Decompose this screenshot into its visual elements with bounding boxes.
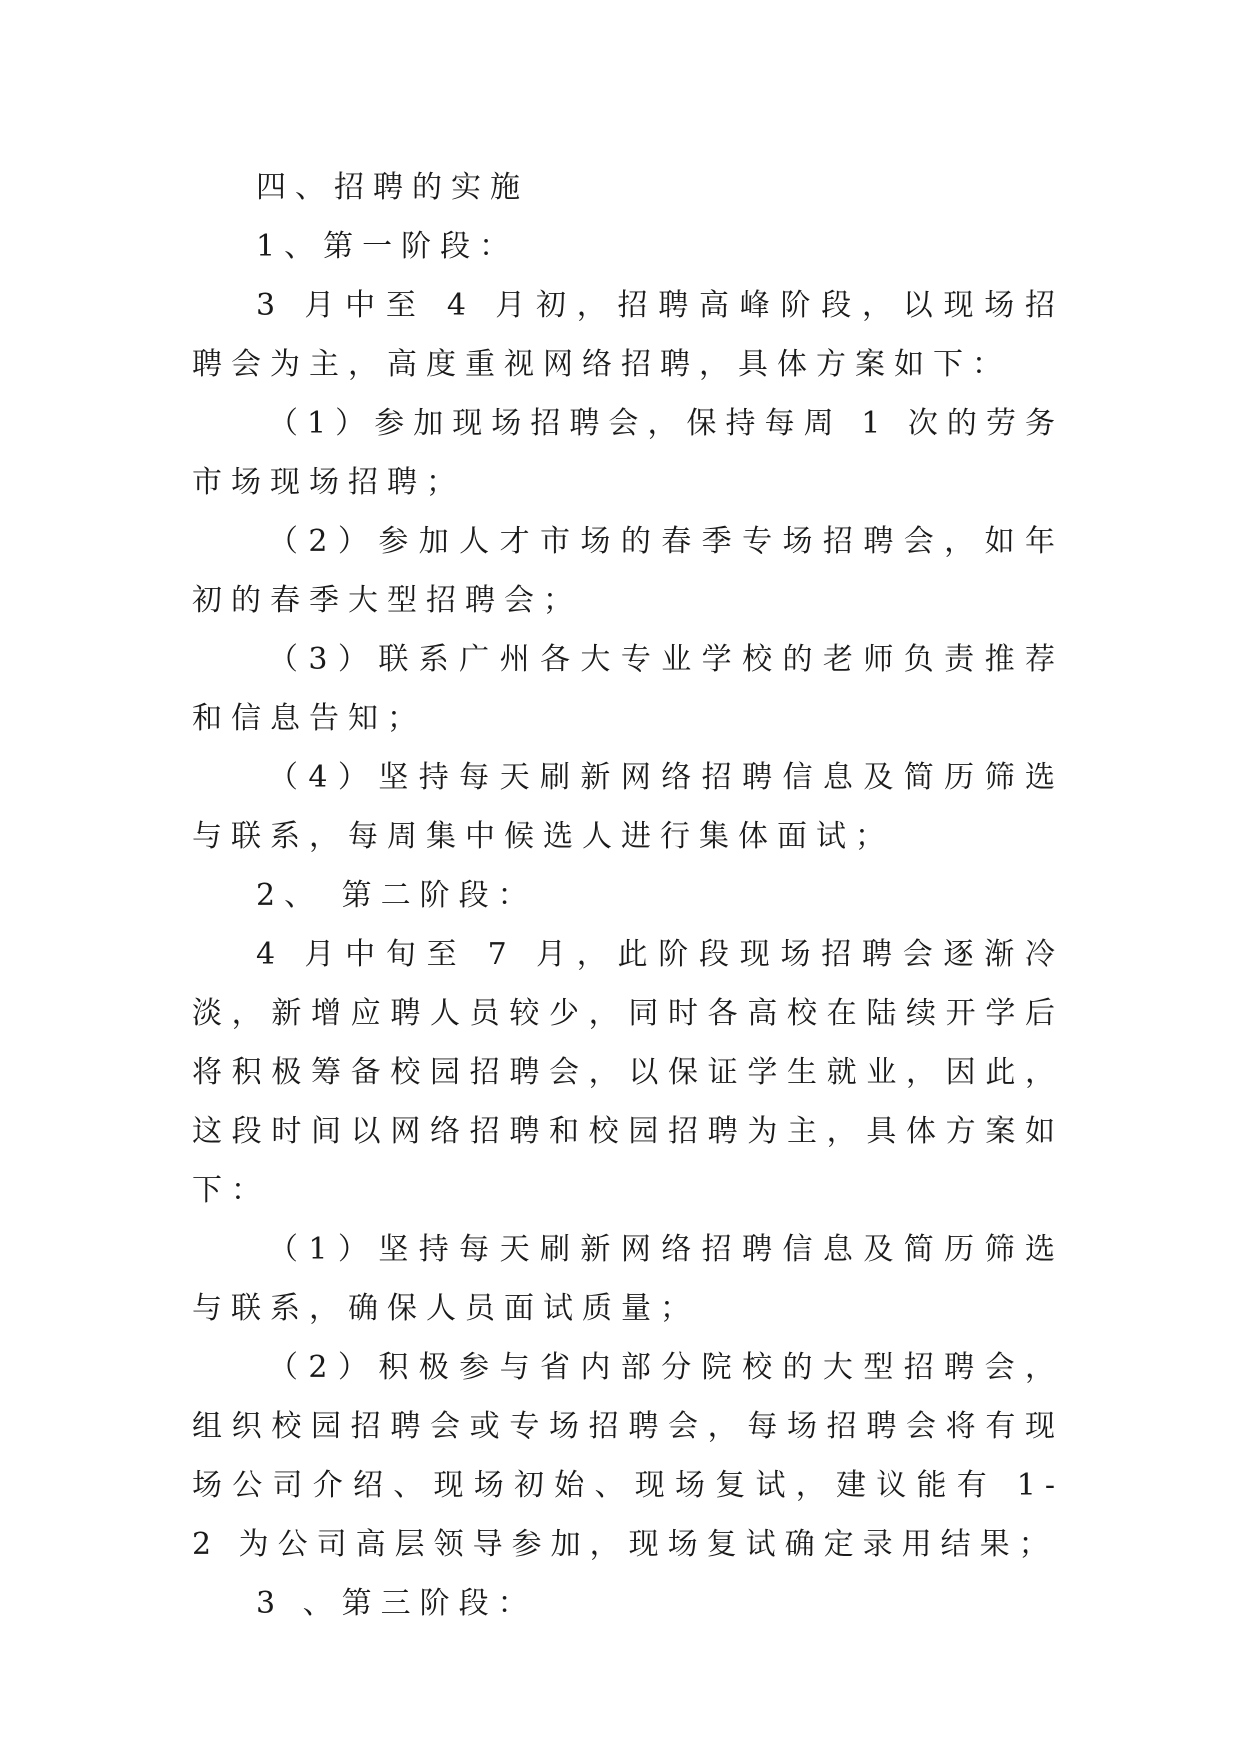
list-item: （1）坚持每天刷新网络招聘信息及简历筛选与联系，确保人员面试质量； [192,1232,1064,1326]
list-item: （3）联系广州各大专业学校的老师负责推荐和信息告知； [192,642,1064,736]
paragraph: 4 月中旬至 7 月，此阶段现场招聘会逐渐冷淡，新增应聘人员较少，同时各高校在陆续开学后将积极筹备校园招聘会，以保证学生就业，因此，这段时间以网络招聘和校园招聘为主，具体方案如下： [192,937,1064,1208]
section-heading: 四、招聘的实施 [256,170,529,205]
phase-heading: 1、第一阶段： [256,229,519,264]
list-item: （1）参加现场招聘会，保持每周 1 次的劳务市场现场招聘； [192,406,1064,500]
phase-heading: 2、 第二阶段： [256,878,537,913]
list-item: （2）参加人才市场的春季专场招聘会，如年初的春季大型招聘会； [192,524,1064,618]
paragraph: 3 月中至 4 月初，招聘高峰阶段，以现场招聘会为主，高度重视网络招聘，具体方案如下： [192,288,1064,382]
document-body [192,158,1064,1633]
list-item: （2）积极参与省内部分院校的大型招聘会，组织校园招聘会或专场招聘会，每场招聘会将有现场公司介绍、现场初始、现场复试，建议能有 1-2 为公司高层领导参加，现场复试确定录用结果； [192,1350,1064,1562]
phase-heading: 3 、第三阶段： [256,1586,537,1621]
list-item: （4）坚持每天刷新网络招聘信息及简历筛选与联系，每周集中候选人进行集体面试； [192,760,1064,854]
